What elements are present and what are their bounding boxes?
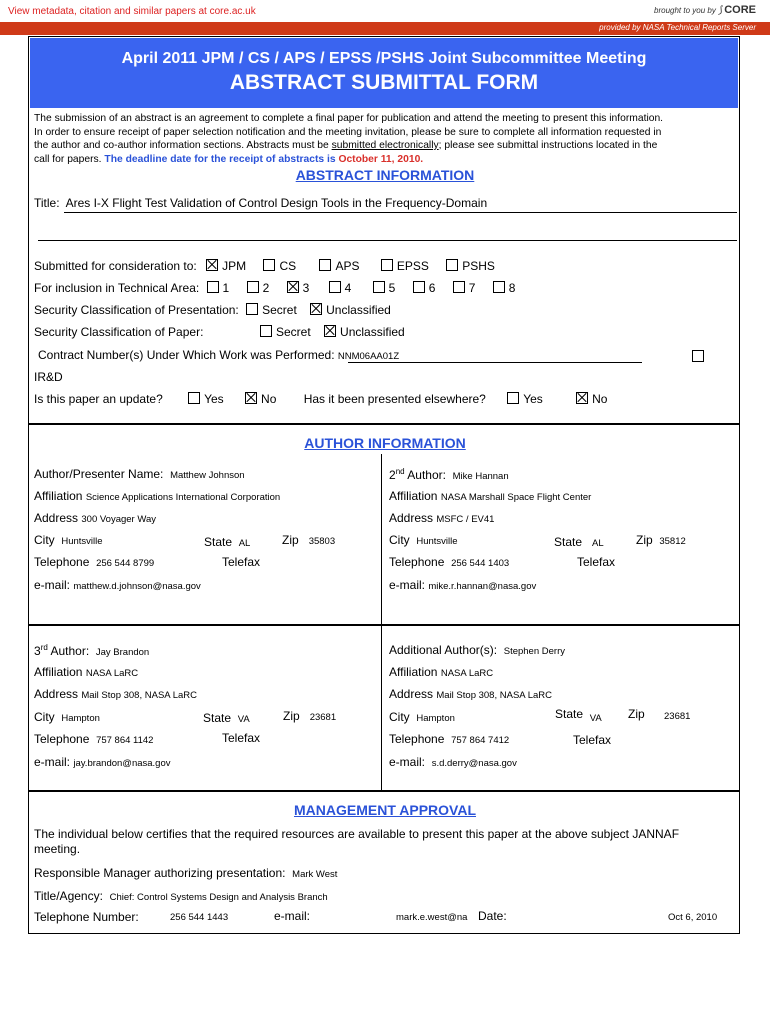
divider-2	[28, 624, 740, 626]
mgr-date-value: Oct 6, 2010	[668, 912, 718, 923]
additional-email-row: e-mail: s.d.derry@nasa.gov	[389, 755, 517, 769]
third-affiliation-row: Affiliation NASA LaRC	[34, 665, 139, 679]
additional-name-row: Additional Author(s): Stephen Derry	[389, 643, 565, 657]
title-underline-2	[38, 240, 737, 241]
abstract-info-heading: ABSTRACT INFORMATION	[295, 167, 475, 183]
update-no-checkbox[interactable]	[245, 392, 257, 404]
epss-checkbox[interactable]	[381, 259, 393, 271]
mgr-date-label: Date:	[478, 909, 507, 923]
additional-telefax: Telefax	[573, 733, 612, 747]
banner	[30, 38, 738, 108]
mgr-email-label: e-mail:	[274, 909, 311, 923]
title-underline	[64, 212, 737, 213]
ird-label: IR&D	[34, 370, 63, 384]
mgr-phone-label: Telephone Number:	[34, 910, 139, 924]
additional-affiliation-row: Affiliation NASA LaRC	[389, 665, 494, 679]
mgr-phone-value: 256 544 1443	[170, 912, 229, 923]
second-zip-row: Zip 35812	[636, 533, 686, 547]
presenter-email-row: e-mail: matthew.d.johnson@nasa.gov	[34, 578, 201, 592]
author-info-heading: AUTHOR INFORMATION	[304, 435, 466, 451]
author-grid-vline-1	[381, 454, 382, 624]
paper-unclassified-checkbox[interactable]	[324, 325, 336, 337]
pres-unclassified-checkbox[interactable]	[310, 303, 322, 315]
presented-yes-checkbox[interactable]	[507, 392, 519, 404]
paper-secret-checkbox[interactable]	[260, 325, 272, 337]
contract-value[interactable]: NNM06AA01Z	[337, 351, 400, 362]
sec-pres-row: Security Classification of Presentation: Secret Unclassified	[34, 303, 391, 317]
update-yes-checkbox[interactable]	[188, 392, 200, 404]
brought-by: brought to you by ⟆ CORE	[654, 4, 756, 16]
jpm-checkbox[interactable]	[206, 259, 218, 271]
title-agency-row: Title/Agency: Chief: Control Systems Design and Analysis Branch	[34, 889, 328, 903]
third-email-row: e-mail: jay.brandon@nasa.gov	[34, 755, 171, 769]
second-name-row: 2nd Author: Mike Hannan	[389, 467, 509, 482]
third-name-row: 3rd Author: Jay Brandon	[34, 643, 150, 658]
area-row: For inclusion in Technical Area: 1 2 3 4 5 6 7 8	[34, 281, 516, 295]
core-logo-icon: ⟆	[718, 5, 722, 16]
area-7-checkbox[interactable]	[453, 281, 465, 293]
presenter-name-row: Author/Presenter Name: Matthew Johnson	[34, 467, 245, 481]
third-zip-row: Zip 23681	[283, 709, 337, 723]
contract-row: Contract Number(s) Under Which Work was Performed: NNM06AA01Z	[38, 348, 400, 362]
third-city-row: City Hampton	[34, 710, 100, 724]
third-telefax: Telefax	[222, 731, 261, 745]
cs-checkbox[interactable]	[263, 259, 275, 271]
area-8-checkbox[interactable]	[493, 281, 505, 293]
divider-3	[28, 790, 740, 792]
core-link-text[interactable]: View metadata, citation and similar papers at core.ac.uk	[8, 6, 256, 17]
presented-no-checkbox[interactable]	[576, 392, 588, 404]
pres-secret-checkbox[interactable]	[246, 303, 258, 315]
mgr-email-value: mark.e.west@na	[396, 912, 468, 923]
third-state-row: State VA	[203, 711, 250, 725]
second-telefax: Telefax	[577, 555, 616, 569]
divider-1	[28, 423, 740, 425]
update-row: Is this paper an update? Yes No Has it been presented elsewhere? Yes No	[34, 392, 608, 406]
area-4-checkbox[interactable]	[329, 281, 341, 293]
area-1-checkbox[interactable]	[207, 281, 219, 293]
core-link[interactable]	[8, 6, 256, 17]
second-email-row: e-mail: mike.r.hannan@nasa.gov	[389, 578, 537, 592]
aps-checkbox[interactable]	[319, 259, 331, 271]
additional-state-row: State $_{VA}$	[555, 707, 602, 724]
presenter-state-row: State AL	[204, 535, 251, 549]
presenter-phone-row: Telephone 256 544 8799	[34, 555, 155, 569]
presenter-affiliation-row: Affiliation Science Applications International Corporation	[34, 489, 281, 503]
sec-paper-options: Secret Unclassified	[260, 325, 405, 339]
third-phone-row: Telephone 757 864 1142	[34, 732, 154, 746]
title-value[interactable]: Ares I-X Flight Test Validation of Control Design Tools in the Frequency-Domain	[65, 196, 488, 210]
additional-phone-row: Telephone 757 864 7412	[389, 732, 510, 746]
intro-text: The submission of an abstract is an agreement to complete a final paper for publication and attend the meeting to present this information. In order to ensure receipt of paper selection notification and the meeting invitation, please be sure to complete all information requested in the author and co-author information sections. Abstracts must be submitted electronically; please see submittal instructions located in the call for papers. The deadline date for the receipt of abstracts is October 11, 2010.	[34, 113, 664, 165]
presenter-zip-row: Zip 35803	[282, 533, 336, 547]
additional-zip-row: Zip	[628, 707, 645, 721]
author-grid-vline-2	[381, 625, 382, 790]
presenter-address-row: Address 300 Voyager Way	[34, 511, 157, 525]
third-address-row: Address Mail Stop 308, NASA LaRC	[34, 687, 198, 701]
additional-address-row: Address Mail Stop 308, NASA LaRC	[389, 687, 553, 701]
provider-bar: provided by NASA Technical Reports Server	[0, 22, 770, 35]
core-logo-text: CORE	[724, 4, 756, 16]
area-3-checkbox[interactable]	[287, 281, 299, 293]
pshs-checkbox[interactable]	[446, 259, 458, 271]
second-affiliation-row: Affiliation NASA Marshall Space Flight Center	[389, 489, 592, 503]
meeting-title: April 2011 JPM / CS / APS / EPSS /PSHS Joint Subcommittee Meeting	[121, 50, 647, 67]
area-2-checkbox[interactable]	[247, 281, 259, 293]
contract-underline	[348, 362, 642, 363]
manager-row: Responsible Manager authorizing presentation: Mark West	[34, 866, 338, 880]
presenter-telefax: Telefax	[222, 555, 261, 569]
submitted-row: Submitted for consideration to: JPM CS APS EPSS PSHS	[34, 259, 495, 273]
additional-zip-value: 23681	[664, 711, 691, 722]
area-5-checkbox[interactable]	[373, 281, 385, 293]
second-state-row: State AL	[554, 535, 604, 549]
second-city-row: City Huntsville	[389, 533, 458, 547]
presenter-city-row: City Huntsville	[34, 533, 103, 547]
second-address-row: Address MSFC / EV41	[389, 511, 495, 525]
sec-paper-label: Security Classification of Paper:	[34, 325, 204, 339]
form-title: ABSTRACT SUBMITTAL FORM	[229, 71, 539, 94]
management-text: The individual below certifies that the required resources are available to present this paper at the above subject JANNAF meeting.	[34, 827, 680, 856]
additional-city-row: City Hampton	[389, 710, 455, 724]
title-row: Title: Ares I-X Flight Test Validation of Control Design Tools in the Frequency-Domain	[34, 196, 488, 210]
management-heading: MANAGEMENT APPROVAL	[294, 802, 476, 818]
second-phone-row: Telephone 256 544 1403	[389, 555, 510, 569]
ird-checkbox[interactable]	[692, 350, 704, 362]
area-6-checkbox[interactable]	[413, 281, 425, 293]
